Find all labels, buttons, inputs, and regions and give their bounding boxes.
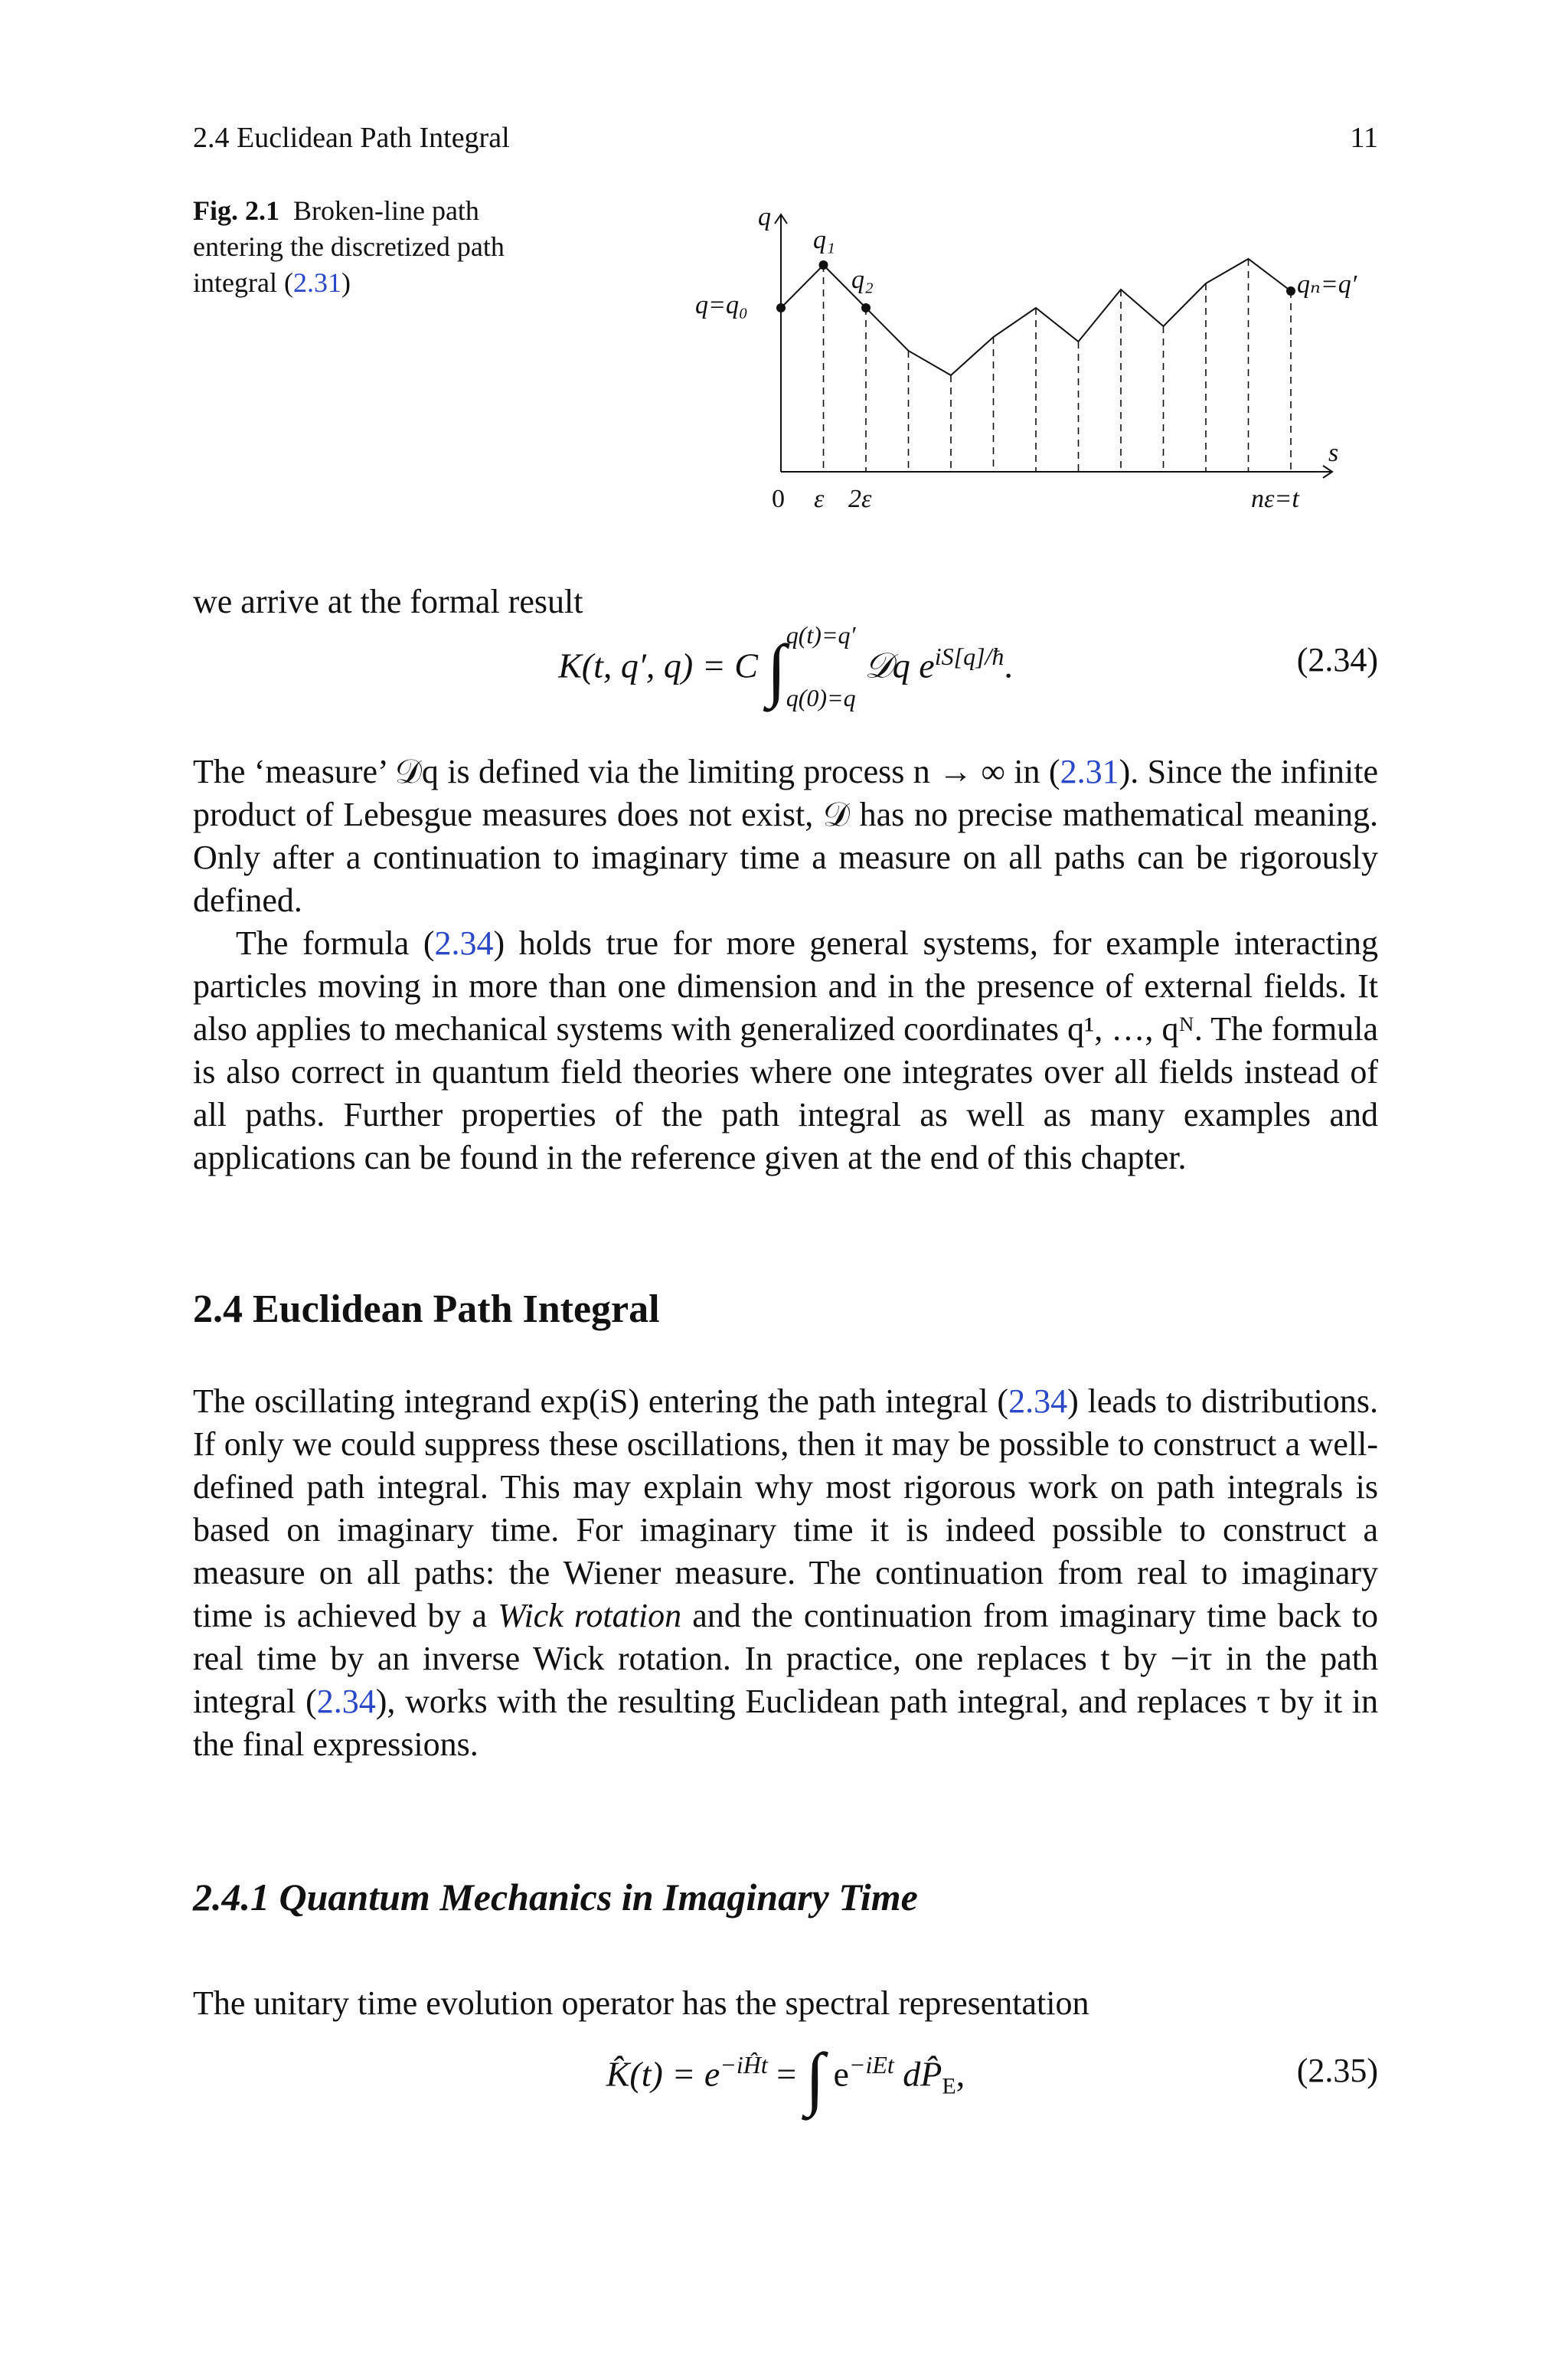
ref-2-34-link-b[interactable]: 2.34 (316, 1683, 376, 1720)
q-start-label: q=q₀ (695, 291, 748, 319)
eq235-lhs: K̂(t) = e (606, 2054, 720, 2094)
wick-rotation-term: Wick rotation (498, 1597, 682, 1634)
eq235-number: (2.35) (1296, 2052, 1378, 2089)
running-head-section: 2.4 Euclidean Path Integral (193, 122, 510, 154)
path-node-0 (776, 303, 786, 312)
page-number: 11 (1350, 122, 1378, 154)
caption-text: Broken-line path entering the discretized path integral ( (193, 195, 505, 298)
eq234-integrand: 𝒟q e (864, 646, 935, 685)
q1-label: q₁ (813, 226, 835, 254)
broken-line-path-figure (674, 193, 1363, 530)
ref-2-34-link[interactable]: 2.34 (434, 924, 494, 962)
tick-eps: ε (814, 485, 825, 513)
tick-zero: 0 (772, 485, 785, 513)
ref-2-31-link[interactable]: 2.31 (1060, 753, 1119, 790)
tick-n-eps: nε=t (1251, 485, 1299, 513)
eq234-lower-limit: q(0)=q (786, 684, 856, 711)
running-head (193, 121, 1378, 161)
eq235-exponent-2: −iEt (848, 2051, 894, 2079)
subsection-heading: 2.4.1 Quantum Mechanics in Imaginary Time (193, 1876, 918, 1918)
eq234-number: (2.34) (1296, 641, 1378, 679)
ref-2-34-link-a[interactable]: 2.34 (1008, 1382, 1068, 1420)
q-axis-label: q (758, 203, 771, 231)
paragraph-wick: The oscillating integrand exp(iS) entering the path integral (2.34) leads to distributions. If only we could suppress these oscillations, then it may be possible to construct a well-defined path integral. This may explain why most rigorous work on path integrals is based on imaginary time. For imaginary time it is indeed possible to construct a measure on all paths: the Wiener measure. The continuation from real to imaginary time is achieved by a Wick rotation and the continuation from imaginary time back to real time by an inverse Wick rotation. In practice, one replaces t by −iτ in the path integral (2.34), works with the resulting Euclidean path integral, and replaces τ by it in the final expressions. (193, 1382, 1379, 1763)
paragraph-general: The formula (2.34) holds true for more general systems, for example interacting particles moving in more than one dimension and in the presence of external fields. It also applies to mechanical systems with generalized coordinates q¹, …, qᴺ. The formula is also correct in quantum field theories where one integrates over all fields instead of all paths. Further properties of the path integral as well as many examples and applications can be found in the reference given at the end of this chapter. (193, 924, 1378, 1176)
equation-2-35: K̂(t) = $e^{-iĤt}$ = ∫ $e^{-iEt}$ $dP̂_E$, (2.35) (606, 2038, 1378, 2117)
paragraph-measure: The ‘measure’ 𝒟q is defined via the limiting process n → ∞ in (2.31). Since the infinite product of Lebesgue measures does not exist, 𝒟 has no precise mathematical meaning. Only after a continuation to imaginary time a measure on all paths can be rigorously defined. (193, 753, 1378, 919)
tick-two-eps: 2ε (848, 485, 872, 513)
path-node-12 (1286, 286, 1295, 296)
eq235-measure: dP̂ (893, 2054, 942, 2094)
eq235-exponent-1: −iĤt (720, 2051, 768, 2079)
path-node-2 (861, 303, 871, 312)
figure-caption: Fig. 2.1 Broken-line path entering the discretized path integral (2.31) (193, 195, 505, 298)
s-axis-label: s (1328, 439, 1339, 467)
figure-label: Fig. 2.1 (193, 195, 279, 226)
path-node-1 (819, 260, 828, 270)
eq234-upper-limit: q(t)=q′ (786, 621, 856, 649)
q2-label: q₂ (851, 266, 874, 294)
equation-2-34: K(t, q′, q) = C ∫ q(t)=q′ q(0)=q 𝒟q $e^{iS[q]/ħ}$. (2.34) (558, 621, 1378, 711)
eq235-integral-sign: ∫ (805, 2038, 825, 2117)
eq234-lhs: K(t, q′, q) = C (558, 646, 758, 685)
paragraph-intro: we arrive at the formal result (193, 583, 583, 620)
paragraph-spectral: The unitary time evolution operator has the spectral representation (193, 1984, 1089, 2022)
section-heading: 2.4 Euclidean Path Integral (193, 1287, 660, 1331)
q-end-label: qₙ=q′ (1297, 270, 1357, 299)
eq234-exponent: iS[q]/ħ (934, 643, 1004, 671)
caption-ref-link[interactable]: 2.31 (292, 267, 341, 298)
